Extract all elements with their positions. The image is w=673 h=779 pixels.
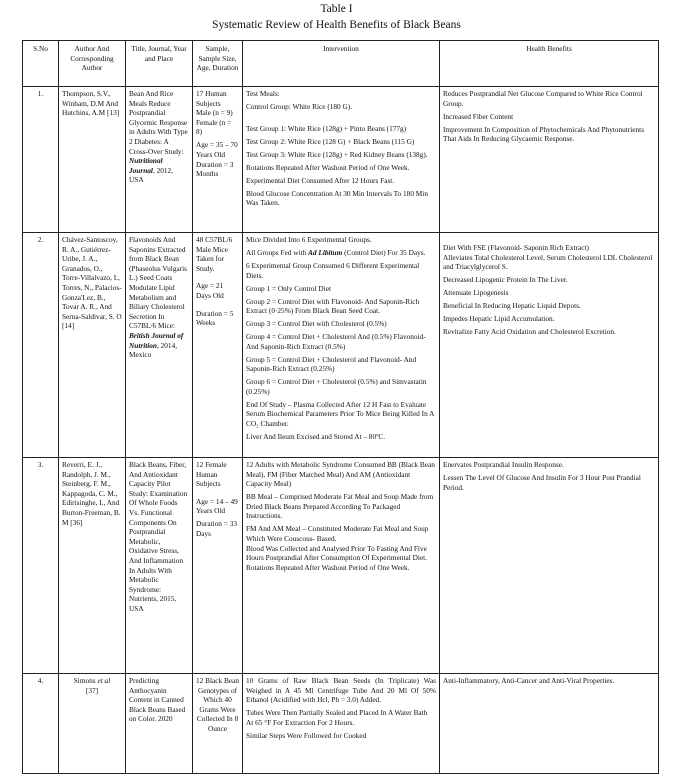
sample-line: 12 Female Human Subjects — [196, 460, 227, 489]
sample-line: Age = 21 Days Old — [196, 281, 224, 300]
table-row — [23, 674, 659, 774]
sample-cell — [193, 458, 243, 674]
sample-line: Duration = 33 Days — [196, 519, 237, 538]
intervention-line: Rotations Repeated After Washout Period of One Week. — [246, 562, 410, 572]
benefits-cell — [440, 233, 659, 458]
intervention-line: Group 6 = Control Diet + Cholesterol (0.5%) and Simvastatin (0.25%) — [246, 377, 427, 396]
intervention-line: Tubes Were Then Partially Sealed and Placed In A Water Bath At 65 °F For Extraction For 2 Hours. — [246, 708, 428, 727]
benefit-line: Decreased Lipogenic Protein In The Liver. — [443, 275, 568, 285]
title-cell: Black Beans, Fiber, And Antioxidant Capacity Pilot Study: Examination Of Whole Foods Vs. Functional Components On Postprandial Metabolic, Oxidative Stress, And Inflammation In Adults With Metabolic Syndrome: Nutrients, 2015, USA — [126, 458, 193, 674]
intervention-line: Liver And Ileum Excised and Stored At – 80ºC. — [246, 432, 386, 441]
benefit-line: Attenuate Lipogenesis — [443, 288, 509, 298]
intervention-line: Group 2 = Control Diet with Flavonoid- And Saponin-Rich Extract (0·25%) From Black Bean Seed Coat. — [246, 296, 420, 316]
benefit-line: Enervates Postprandial Insulin Response. — [443, 460, 564, 469]
sample-line: Duration = 5 Weeks — [196, 308, 234, 328]
intervention-line: Test Group 2: White Rice (128 G) + Black Beans (115 G) — [246, 136, 415, 146]
title-cell: Predicting Anthocyanin Content in Canned Black Beans Based on Color. 2020 — [126, 674, 193, 774]
intervention-line: Group 3 = Control Diet with Cholesterol (0.5%) — [246, 319, 387, 329]
benefits-cell — [440, 674, 659, 774]
intervention-line: 12 Adults with Metabolic Syndrome Consumed BB (Black Bean Meal), FM (Fiber Matched Meal) And AM (Antioxidant Capacity Meal) — [246, 460, 435, 489]
table-title: Systematic Review of Health Benefits of Black Beans — [212, 19, 461, 31]
benefits-cell — [440, 458, 659, 674]
benefit-line: Improvement In Composition of Phytochemicals And Phytonutrients That Aids In Reducing Glycaemic Response. — [443, 124, 645, 144]
table-row — [23, 458, 659, 674]
header-benefits: Health Benefits — [440, 41, 659, 87]
table-row — [23, 233, 659, 458]
intervention-line: 10 Grams of Raw Black Bean Seeds (In Triplicate) Was Weighed in A 45 Ml Centrifuge Tube And 20 Ml Of 50% Ethanol (Acidified with Hcl, Ph = 3.0) Added. — [246, 676, 436, 705]
intervention-line: Control Group: White Rice (180 G). — [246, 101, 353, 111]
sample-cell — [193, 87, 243, 233]
intervention-line: Test Group 1: White Rice (128g) + Pinto Beans (177g) — [246, 123, 407, 133]
intervention-line: FM And AM Meal – Constituted Moderate Fat Meal and Soup Which Were Couscous- Based. — [246, 524, 429, 543]
sample-cell — [193, 233, 243, 458]
header-sno: S.No — [23, 41, 59, 87]
intervention-line: Group 5 = Control Diet + Cholesterol and Flavonoid- And Saponin-Rich Extract (0.25%) — [246, 354, 417, 374]
author-cell: Simons et al [37] — [59, 674, 126, 774]
intervention-line: All Groups Fed with Ad Libitum (Control Diet) For 35 Days. — [246, 247, 426, 257]
sample-line: Age = 35 – 70 Years Old — [196, 140, 238, 159]
benefit-line: Impedes Hepatic Lipid Accumulation. — [443, 314, 555, 324]
intervention-line: 6 Experimental Group Consumed 6 Different Experimental Diets. — [246, 260, 420, 280]
benefit-line: Reduces Postprandial Net Glucose Compared to White Rice Control Group. — [443, 89, 643, 108]
header-title: Title, Journal, Year and Place — [126, 41, 193, 87]
sample-line: Male (n = 9) — [196, 108, 233, 118]
sample-line: 17 Human Subjects — [196, 89, 227, 108]
intervention-line: Mice Divided Into 6 Experimental Groups. — [246, 235, 372, 244]
benefit-line: Beneficial In Reducing Hepatic Liquid Depots. — [443, 301, 581, 311]
ad-libitum-term: Ad Libitum — [308, 247, 343, 257]
benefits-cell — [440, 87, 659, 233]
header-sample: Sample, Sample Size, Age, Duration — [193, 41, 243, 87]
row-number: 1. — [23, 87, 59, 233]
intervention-line: End Of Study – Plasma Collected After 12 H Fast to Evaluate Serum Biochemical Parameters Prior To Mice Being Killed In A CO₂ Chamber. — [246, 399, 435, 429]
header-author: Author And Corresponding Author — [59, 41, 126, 87]
author-cell: Thompson, S.V., Winham, D.M And Hutchins, A.M [13] — [59, 87, 126, 233]
row-number: 4. — [23, 674, 59, 774]
intervention-line: Rotations Repeated After Washout Period of One Week. — [246, 162, 410, 172]
intervention-cell — [243, 233, 440, 458]
row-number: 3. — [23, 458, 59, 674]
intervention-line: Group 4 = Control Diet + Cholesterol And (0.5%) Flavonoid- And Saponin-Rich Extract (0.5%) — [246, 332, 426, 351]
benefit-line: Lessen The Level Of Glucose And Insulin For 3 Hour Post Prandial Period. — [443, 472, 641, 492]
header-intervention: Intervention — [243, 41, 440, 87]
table-label: Table I — [320, 3, 353, 15]
benefit-line: Anti-Inflammatory, Anti-Cancer and Anti-Viral Properties. — [443, 676, 615, 685]
intervention-cell — [243, 87, 440, 233]
sample-line: Duration = 3 Months — [196, 159, 234, 179]
table-row — [23, 87, 659, 233]
intervention-line: Test Meals: — [246, 89, 280, 98]
intervention-line: Blood Was Collected and Analysed Prior To Fasting And Five Hours Postprandial After Consumption Of Experimental Diet. — [246, 543, 427, 563]
intervention-line: Group 1 = Only Control Diet — [246, 283, 331, 293]
author-cell: Chávez-Santoscoy, R. A., Gutiérrez-Uribe, J. A., Granados, O., Torre-Villalvazo, I., Torres, N., Palacios-Gonza'Lez, B., Tovar A. R., And Serna-Saldivar, S. O [14] — [59, 233, 126, 458]
intervention-line: Blood Glucose Concentration At 30 Min Intervals To 180 Min Was Taken. — [246, 188, 428, 208]
intervention-cell — [243, 458, 440, 674]
review-table — [22, 40, 659, 774]
row-number: 2. — [23, 233, 59, 458]
journal-name: Nutritional Journal — [129, 156, 163, 175]
intervention-line: BB Meal – Comprised Moderate Fat Meal and Soup Made from Dried Black Beans Prepared According To Packaged Instructions. — [246, 492, 434, 521]
intervention-line: Experimental Diet Consumed After 12 Hours Fast. — [246, 175, 395, 185]
author-cell: Reverri, E. J., Randolph, J. M., Steinberg, F. M., Kappagoda, C. M., Edirisinghe, I., And Burton-Freeman, B. M [36] — [59, 458, 126, 674]
benefit-line: Revitalize Fatty Acid Oxidation and Cholesterol Excretion. — [443, 327, 616, 337]
intervention-cell — [243, 674, 440, 774]
benefit-line: Alleviates Total Cholesterol Level, Serum Cholesterol LDL Cholesterol and Triacylglycerol S. — [443, 252, 653, 272]
sample-line: 48 C57BL/6 Male Mice Taken for Study. — [196, 235, 233, 273]
sample-line: Age = 14 – 49 Years Old — [196, 496, 238, 516]
sample-line: Female (n = 8) — [196, 117, 232, 137]
intervention-line: Test Group 3: White Rice (128g) + Red Kidney Beans (138g). — [246, 149, 428, 159]
benefit-line: Diet With FSE (Flavonoid- Saponin Rich Extract) — [443, 243, 589, 252]
intervention-line: Similar Steps Were Followed for Cooked — [246, 730, 367, 740]
et-al: et al — [97, 676, 111, 685]
benefit-line: Increased Fiber Content — [443, 111, 514, 121]
title-cell: Flavonoids And Saponins Extracted from Black Bean (Phaseolus Vulgaris L.) Seed Coats Modulate Lipid Metabolism and Biliary Cholesterol Secretion In C57BL/6 Mice: British Journal of Nutrition, 2014, Mexico — [126, 233, 193, 458]
journal-name: British Journal of Nutrition — [129, 330, 184, 350]
title-cell: Bean And Rice Meals Reduce Postprandial Glycemic Response in Adults With Type 2 Diabetes: A Cross-Over Study: Nutritional Journal, 2012, USA — [126, 87, 193, 233]
header-row — [23, 41, 659, 87]
sample-cell: 12 Black Bean Genotypes of Which 40 Grams Were Collected In 8 Ounce — [193, 674, 243, 774]
